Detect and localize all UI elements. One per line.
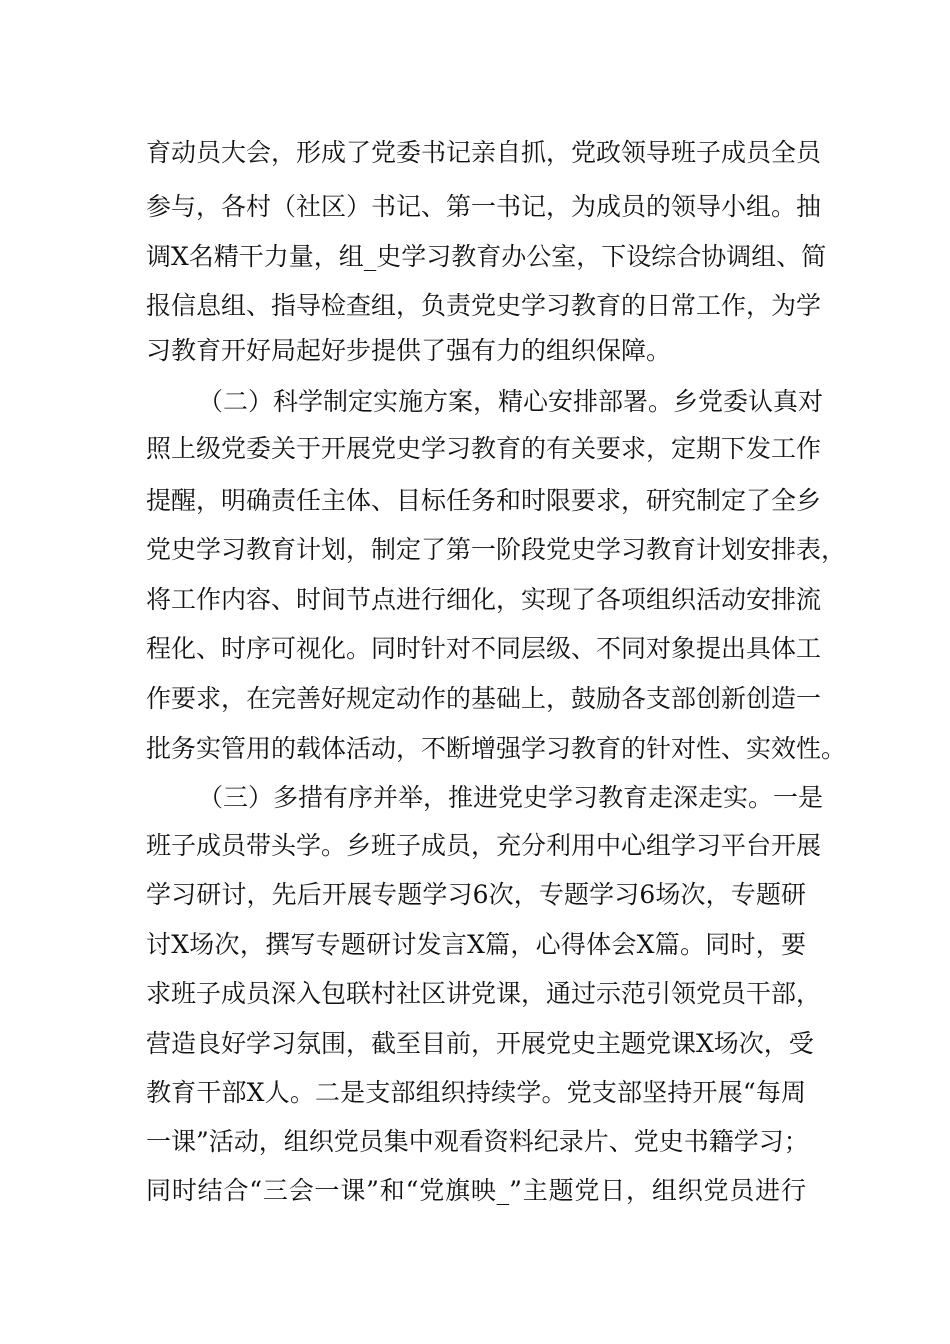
text-line: 提醒，明确责任主体、目标任务和时限要求，研究制定了全乡 (146, 486, 822, 515)
text-line: 一课”活动，组织党员集中观看资料纪录片、党史书籍学习； (146, 1127, 809, 1156)
text-line: 学习研讨，先后开展专题学习6次，专题学习6场次，专题研 (146, 880, 806, 909)
text-line: 习教育开好局起好步提供了强有力的组织保障。 (146, 336, 672, 365)
text-line: 将工作内容、时间节点进行细化，实现了各项组织活动安排流 (146, 585, 822, 614)
text-line: 参与，各村（社区）书记、第一书记，为成员的领导小组。抽 (146, 192, 822, 221)
text-line: 作要求，在完善好规定动作的基础上，鼓励各支部创新创造一 (146, 684, 822, 713)
text-line: 营造良好学习氛围，截至目前，开展党史主题党课X场次，受 (146, 1029, 814, 1058)
paragraph-heading-line: （二）科学制定实施方案，精心安排部署。乡党委认真对 (198, 387, 824, 416)
text-line: 讨X场次，撰写专题研讨发言X篇，心得体会X篇。同时，要 (146, 930, 806, 959)
text-line: 批务实管用的载体活动，不断增强学习教育的针对性、实效性。 (146, 734, 847, 763)
text-line: 调X名精干力量，组_史学习教育办公室，下设综合协调组、简 (146, 242, 827, 271)
text-line: 同时结合“三会一课”和“党旗映_”主题党日，组织党员进行 (146, 1176, 806, 1205)
text-line: 班子成员带头学。乡班子成员，充分利用中心组学习平台开展 (146, 831, 822, 860)
paragraph-heading-line: （三）多措有序并举，推进党史学习教育走深走实。一是 (198, 783, 824, 812)
text-line: 教育干部X人。二是支部组织持续学。党支部坚持开展“每周 (146, 1078, 806, 1107)
text-line: 报信息组、指导检查组，负责党史学习教育的日常工作，为学 (146, 291, 822, 320)
text-line: 育动员大会，形成了党委书记亲自抓，党政领导班子成员全员 (146, 138, 822, 167)
text-line: 程化、时序可视化。同时针对不同层级、不同对象提出具体工 (146, 634, 822, 663)
text-line: 党史学习教育计划，制定了第一阶段党史学习教育计划安排表， (146, 535, 847, 564)
text-line: 求班子成员深入包联村社区讲党课，通过示范引领党员干部， (146, 979, 822, 1008)
text-line: 照上级党委关于开展党史学习教育的有关要求，定期下发工作 (146, 434, 822, 463)
